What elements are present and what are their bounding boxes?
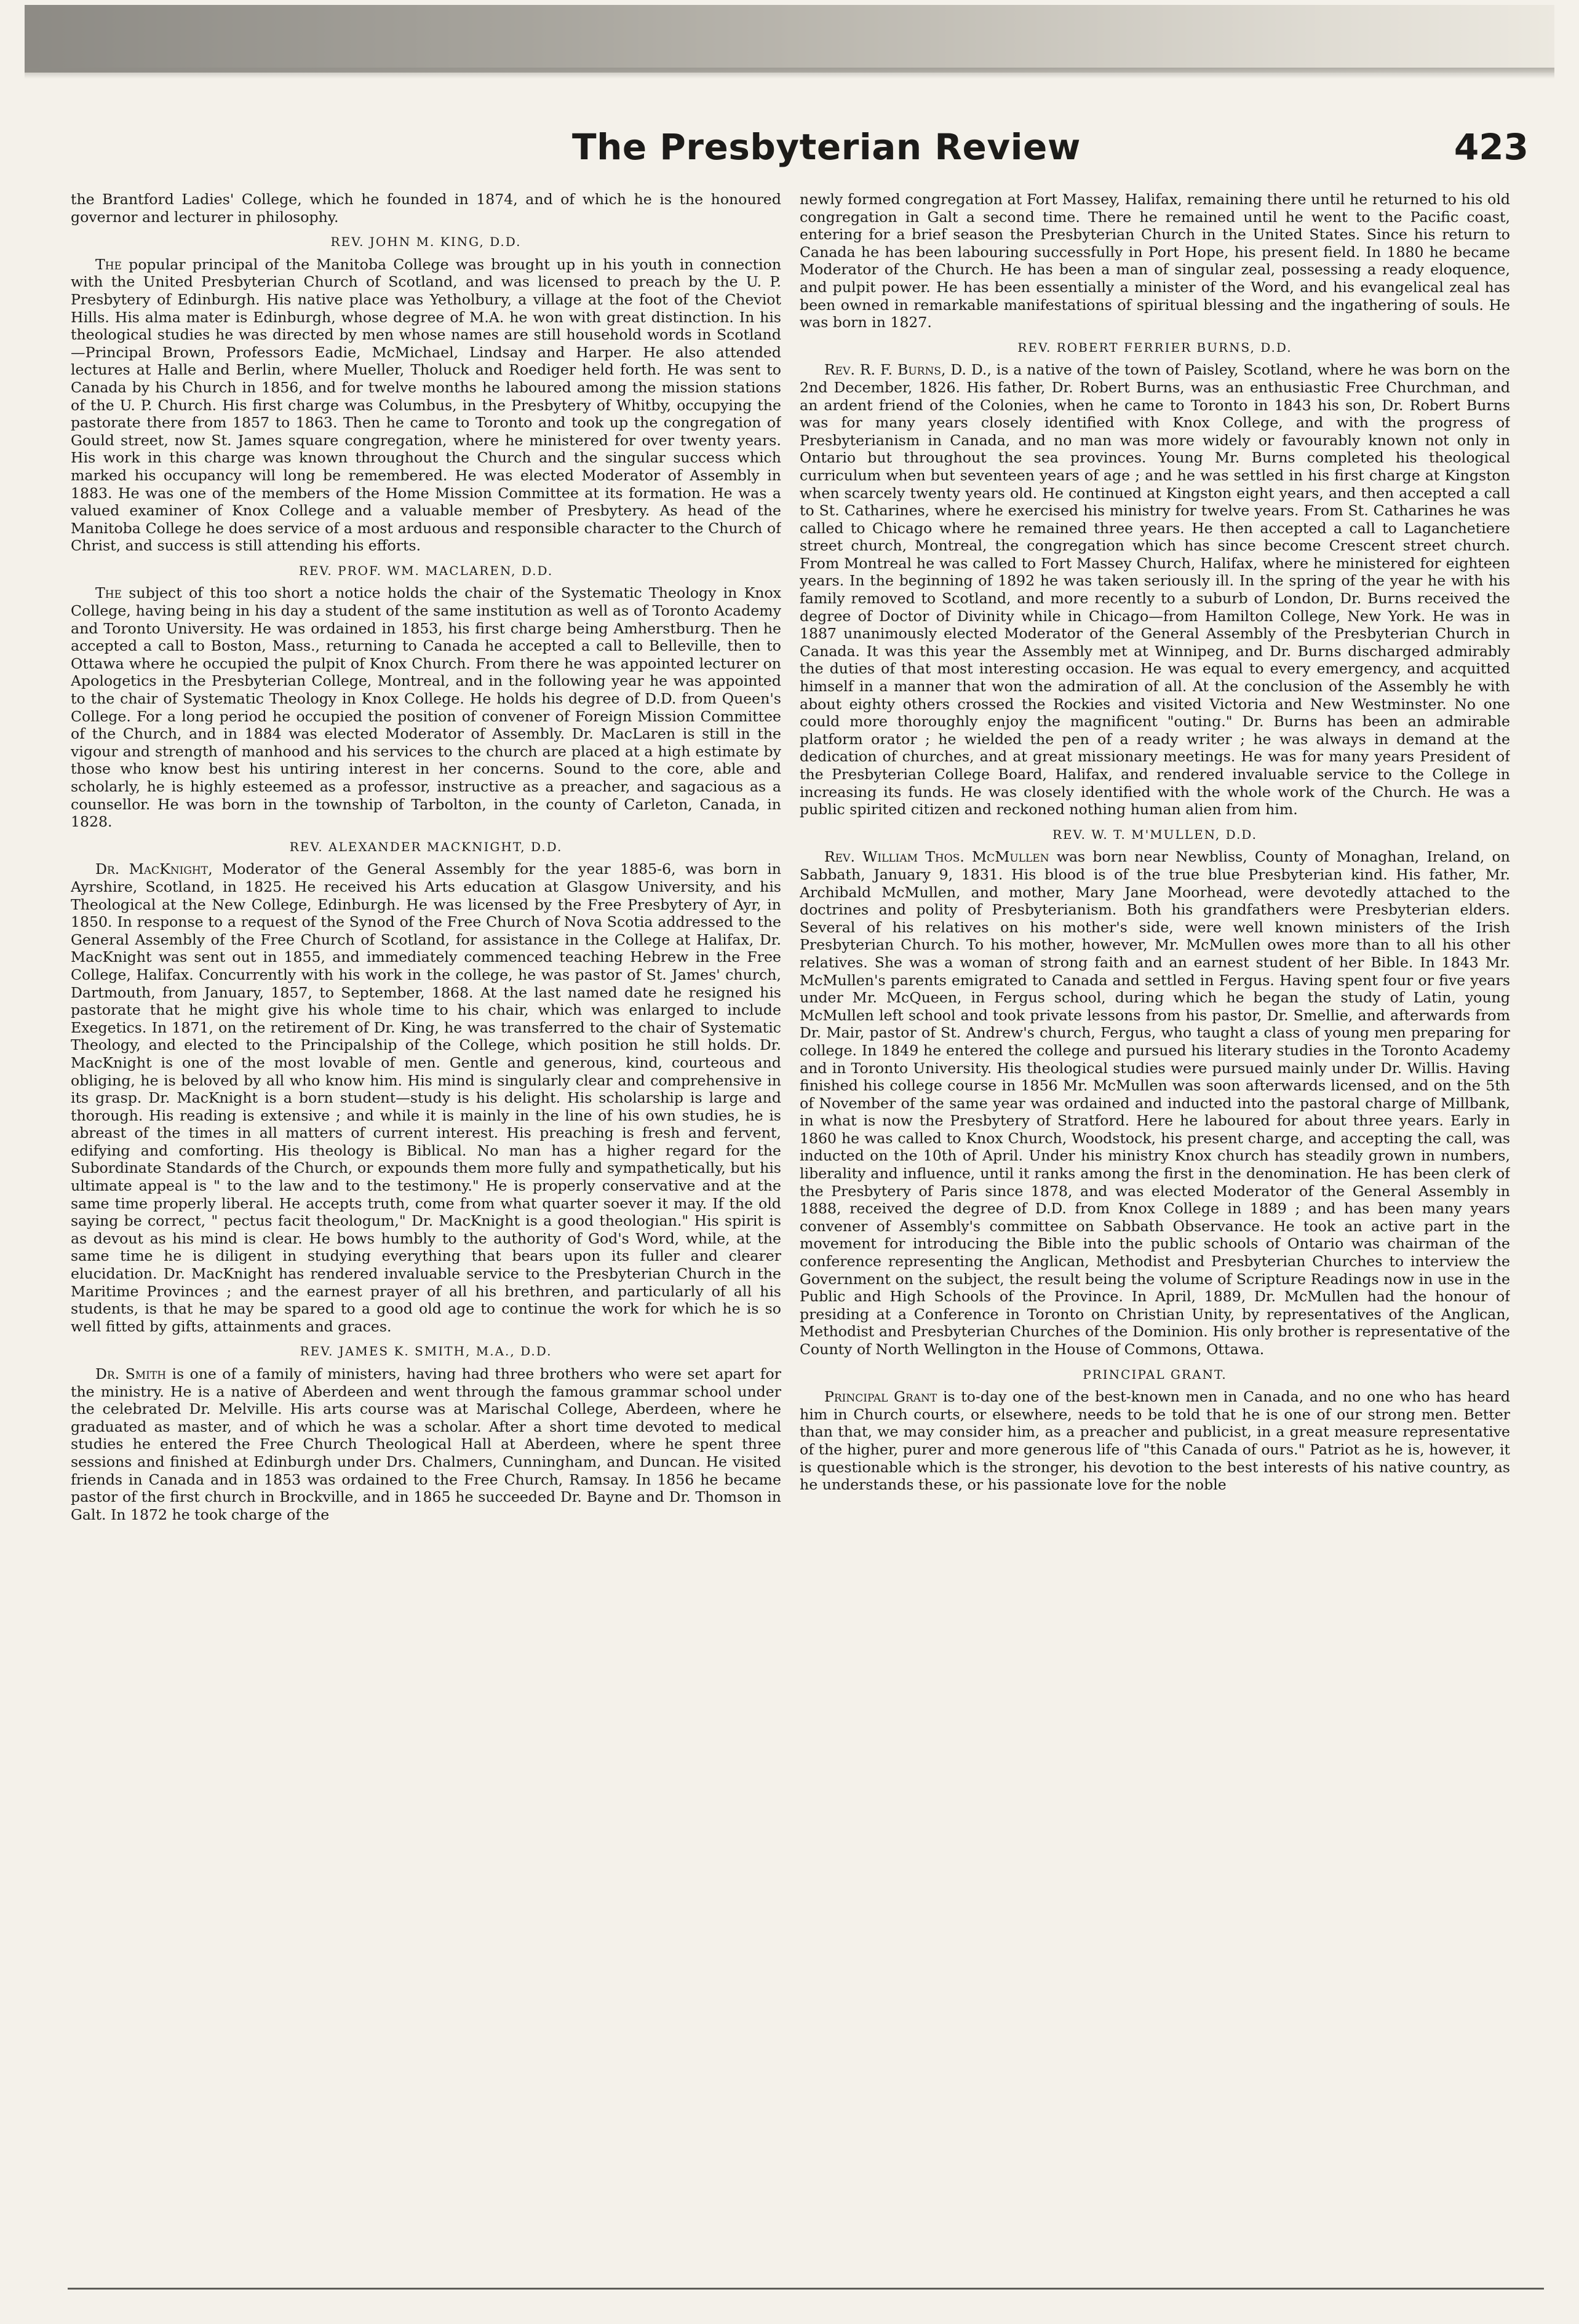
- lead-word: Rev. William Thos. McMullen: [824, 848, 1049, 866]
- section-body-maclaren: [71, 584, 781, 830]
- section-heading-maclaren: REV. PROF. WM. MACLAREN, D.D.: [298, 563, 554, 578]
- bottom-rule: [68, 2288, 1544, 2290]
- section-heading-smith: REV. JAMES K. SMITH, M.A., D.D.: [300, 1344, 552, 1359]
- section-heading-mcmullen: REV. W. T. M'MULLEN, D.D.: [1052, 827, 1257, 842]
- lead-word: The: [95, 584, 122, 602]
- section-heading-king: REV. JOHN M. KING, D.D.: [330, 234, 522, 250]
- lead-word: Dr. MacKnight: [95, 860, 209, 878]
- left-column: [71, 191, 781, 2257]
- section-body-grant: [800, 1388, 1510, 1494]
- section-body-king: [71, 256, 781, 555]
- lead-word: Principal Grant: [824, 1388, 937, 1406]
- body-text: was born near Newbliss, County of Monaghan, Ireland, on Sabbath, January 9, 1831. His blood is of the true blue Presbyterian kind. His father, Mr. Archibald McMullen, and mother, Mary Jane Moorhead, were devotedly attached to the doctrines and polity of Presbyterianism. Both his grandfathers were Presbyterian elders. Several of his relatives on his mother's side, were well known ministers of the Irish Presbyterian Church. To his mother, however, Mr. McMullen owes more than to all his other relatives. She was a woman of strong faith and an earnest student of her Bible. In 1843 Mr. McMullen's parents emigrated to Canada and settled in Fergus. Having spent four or five years under Mr. McQueen, in Fergus school, during which he began the study of Latin, young McMullen left school and took private lessons from his pastor, Dr. Smellie, and afterwards from Dr. Mair, pastor of St. Andrew's church, Fergus, who taught a class of young men preparing for college. In 1849 he entered the college and pursued his literary studies in the Toronto Academy and in Toronto University. His theological studies were pursued mainly under Dr. Willis. Having finished his college course in 1856 Mr. McMullen was soon afterwards licensed, and on the 5th of November of the same year was ordained and inducted into the pastoral charge of Millbank, in what is now the Presbytery of Stratford. Here he laboured for about three years. Early in 1860 he was called to Knox Church, Woodstock, his present charge, and accepting the call, was inducted on the 10th of April. Under his ministry Knox church has steadily grown in numbers, liberality and influence, until it ranks among the first in the denomination. He has been clerk of the Presbytery of Paris since 1878, and was elected Moderator of the General Assembly in 1888, received the degree of D.D. from Knox College in 1889 ; and has been many years convener of Assembly's committee on Sabbath Observance. He took an active part in the movement for introducing the Bible into the public schools of Ontario was chairman of the conference representing the Anglican, Methodist and Presbyterian Churches to interview the Government on the subject, the result being the volume of Scripture Readings now in use in the Public and High Schools of the Province. In April, 1889, Dr. McMullen had the honour of presiding at a Conference in Toronto on Christian Unity, by representatives of the Anglican, Methodist and Presbyterian Churches of the Dominion. His only brother is representative of the County of North Wellington in the House of Commons, Ottawa.: [800, 848, 1510, 1358]
- page-header: [572, 126, 1535, 175]
- section-body-macknight: [71, 860, 781, 1335]
- scan-edge-shadow: [25, 5, 1554, 73]
- section-body-burns: [800, 361, 1510, 818]
- section-body-mcmullen: [800, 848, 1510, 1358]
- right-column: [800, 191, 1510, 2257]
- body-text: subject of this too short a notice holds the chair of the Systematic Theology in Knox College, having being in his day a student of the same institution as well as of Toronto Academy and Toronto University. He was ordained in 1853, his first charge being Amherstburg. Then he accepted a call to Boston, Mass., returning to Canada he accepted a call to Belleville, then to Ottawa where he occupied the pulpit of Knox Church. From there he was appointed lecturer on Apologetics in the Presbyterian College, Montreal, and in the following year he was appointed to the chair of Systematic Theology in Knox College. He holds his degree of D.D. from Queen's College. For a long period he occupied the position of convener of Foreign Mission Committee of the Church, and in 1884 was elected Moderator of Assembly. Dr. MacLaren is still in the vigour and strength of manhood and his services to the church are placed at a high estimate by those who know best his untiring interest in her concerns. Sound to the core, able and scholarly, he is highly esteemed as a professor, instructive as a preacher, and sagacious as a counsellor. He was born in the township of Tarbolton, in the county of Carleton, Canada, in 1828.: [71, 584, 781, 831]
- lead-word: Rev. R. F. Burns: [824, 361, 942, 379]
- body-text: , Moderator of the General Assembly for the year 1885-6, was born in Ayrshire, Scotland, in 1825. He received his Arts education at Glasgow University, and his Theological at the New College, Edinburgh. He was licensed by the Free Presbytery of Ayr, in 1850. In response to a request of the Synod of the Free Church of Nova Scotia addressed to the General Assembly of the Free Church of Scotland, for assistance in the College at Halifax, Dr. MacKnight was sent out in 1855, and immediately commenced teaching Hebrew in the Free College, Halifax. Concurrently with his work in the college, he was pastor of St. James' church, Dartmouth, from January, 1857, to September, 1868. At the last named date he resigned his pastorate that he might give his whole time to his chair, which was enlarged to include Exegetics. In 1871, on the retirement of Dr. King, he was transferred to the chair of Systematic Theology, and elected to the Principalship of the College, which position he still holds. Dr. MacKnight is one of the most lovable of men. Gentle and generous, kind, courteous and obliging, he is beloved by all who know him. His mind is singularly clear and comprehensive in its grasp. Dr. MacKnight is a born student—study is his delight. His scholarship is large and thorough. His reading is extensive ; and while it is mainly in the line of his own studies, he is abreast of the times in all matters of current interest. His preaching is fresh and fervent, edifying and comforting. His theology is Biblical. No man has a higher regard for the Subordinate Standards of the Church, or expounds them more fully and sympathetically, but his ultimate appeal is " to the law and to the testimony." He is properly conservative and at the same time properly liberal. He accepts truth, come from what quarter soever it may. If the old saying be correct, " pectus facit theologum," Dr. MacKnight is a good theologian." His spirit is as devout as his mind is clear. He bows humbly to the authority of God's Word, while, at the same time he is diligent in studying everything that bears upon its fuller and clearer elucidation. Dr. MacKnight has rendered invaluable service to the Presbyterian Church in the Maritime Provinces ; and the earnest prayer of all his brethren, and particularly of all his students, is that he may be spared to a good old age to continue the work for which he is so well fitted by gifts, attainments and graces.: [71, 860, 781, 1335]
- section-heading-macknight: REV. ALEXANDER MACKNIGHT, D.D.: [289, 839, 563, 854]
- body-text: is to-day one of the best-known men in Canada, and no one who has heard him in Church courts, or elsewhere, needs to be told that he is one of our strong men. Better than that, we may consider him, as a preacher and publicist, in a great measure representative of the higher, purer and more generous life of "this Canada of ours." Patriot as he is, however, it is questionable which is the stronger, his devotion to the best interests of his native country, as he understands these, or his passionate love for the noble: [800, 1388, 1510, 1494]
- section-heading-grant: PRINCIPAL GRANT.: [1083, 1366, 1227, 1382]
- body-text: , D. D., is a native of the town of Paisley, Scotland, where he was born on the 2nd December, 1826. His father, Dr. Robert Burns, was an enthusiastic Free Churchman, and an ardent friend of the Colonies, when he came to Toronto in 1843 his son, Dr. Robert Burns was for many years closely identified with Knox College, and with the progress of Presbyterianism in Canada, and no man was more widely or favourably known not only in Ontario but throughout the sea provinces. Young Mr. Burns completed his theological curriculum when but seventeen years of age ; and he was settled in his first charge at Kingston when scarcely twenty years old. He continued at Kingston eight years, and then accepted a call to St. Catharines, where he exercised his ministry for twelve years. From St. Catharines he was called to Chicago where he remained three years. He then accepted a call to Laganchetiere street church, Montreal, the congregation which has since become Crescent street church. From Montreal he was called to Fort Massey Church, Halifax, where he ministered for eighteen years. In the beginning of 1892 he was taken seriously ill. In the spring of the year he with his family removed to Scotland, and more recently to a suburb of London, Dr. Burns received the degree of Doctor of Divinity while in Chicago—from Hamilton College, New York. He was in 1887 unanimously elected Moderator of the General Assembly of the Presbyterian Church in Canada. It was this year the Assembly met at Winnipeg, and Dr. Burns discharged admirably the duties of that most interesting occasion. He was equal to every emergency, and acquitted himself in a manner that won the admiration of all. At the conclusion of the Assembly he with about eighty others crossed the Rockies and visited Victoria and New Westminster. No one could more thoroughly enjoy the magnificent "outing." Dr. Burns has been an admirable platform orator ; he wielded the pen of a ready writer ; he was always in demand at the dedication of churches, and at great missionary meetings. He was for many years President of the Presbyterian College Board, Halifax, and rendered invaluable service to the College in increasing its funds. He was closely identified with the whole work of the Church. He was a public spirited citizen and reckoned nothing human alien from him.: [800, 361, 1510, 819]
- continued-paragraph: the Brantford Ladies' College, which he founded in 1874, and of which he is the honoured governor and lecturer in philosophy.: [71, 191, 781, 226]
- publication-title: The Presbyterian Review: [572, 126, 1081, 168]
- section-body-smith: [71, 1365, 781, 1523]
- lead-word: The: [95, 255, 122, 273]
- body-text: popular principal of the Manitoba College was brought up in his youth in connection with the United Presbyterian Church of Scotland, and was licensed to preach by the U. P. Presbytery of Edinburgh. His native place was Yetholbury, a village at the foot of the Cheviot Hills. His alma mater is Edinburgh, whose degree of M.A. he won with great distinction. In his theological studies he was directed by men whose names are still household words in Scotland—Principal Brown, Professors Eadie, McMichael, Lindsay and Harper. He also attended lectures at Halle and Berlin, where Mueller, Tholuck and Roediger held forth. He was sent to Canada by his Church in 1856, and for twelve months he laboured among the mission stations of the U. P. Church. His first charge was Columbus, in the Presbytery of Whitby, occupying the pastorate there from 1857 to 1863. Then he came to Toronto and took up the congregation of Gould street, now St. James square congregation, where he ministered for over twenty years. His work in this charge was known throughout the Church and the singular success which marked his occupancy will long be remembered. He was elected Moderator of Assembly in 1883. He was one of the members of the Home Mission Committee at its formation. He was a valued examiner of Knox College and a valuable member of Presbytery. As head of the Manitoba College he does service of a most arduous and responsible character to the Church of Christ, and success is still attending his efforts.: [71, 255, 781, 555]
- body-text: is one of a family of ministers, having had three brothers who were set apart for the ministry. He is a native of Aberdeen and went through the famous grammar school under the celebrated Dr. Melville. His arts course was at Marischal College, Aberdeen, where he graduated as master, and of which he was a scholar. After a short time devoted to medical studies he entered the Free Church Theological Hall at Aberdeen, where he spent three sessions and finished at Edinburgh under Drs. Chalmers, Cunningham, and Duncan. He visited friends in Canada and in 1853 was ordained to the Free Church, Ramsay. In 1856 he became pastor of the first church in Brockville, and in 1865 he succeeded Dr. Bayne and Dr. Thomson in Galt. In 1872 he took charge of the: [71, 1365, 781, 1523]
- page-number: 423: [1454, 126, 1529, 168]
- continued-paragraph: newly formed congregation at Fort Massey, Halifax, remaining there until he returned to his old congregation in Galt a second time. There he remained until he went to the Pacific coast, entering for a brief season the Presbyterian Church in the United States. Since his return to Canada he has been labouring successfully in Port Hope, his present field. In 1880 he became Moderator of the Church. He has been a man of singular zeal, possessing a ready eloquence, and pulpit power. He has been essentially a minister of the Word, and his evangelical zeal has been owned in remarkable manifestations of spiritual blessing and the ingathering of souls. He was born in 1827.: [800, 191, 1510, 331]
- lead-word: Dr. Smith: [95, 1365, 167, 1382]
- section-heading-burns: REV. ROBERT FERRIER BURNS, D.D.: [1017, 339, 1292, 355]
